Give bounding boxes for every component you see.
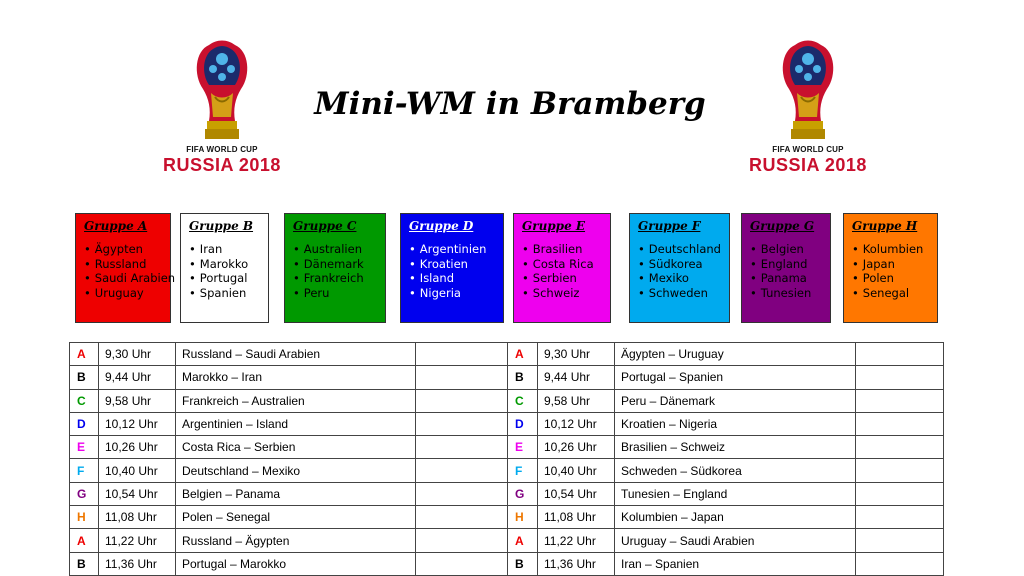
match-cell: Russland – Ägypten	[176, 529, 416, 552]
group-box-d	[400, 213, 504, 323]
match-cell: Peru – Dänemark	[615, 389, 856, 412]
time-cell: 10,12 Uhr	[538, 412, 615, 435]
team-item: • Polen	[852, 271, 929, 286]
team-item: • Marokko	[189, 257, 260, 272]
time-cell: 9,30 Uhr	[538, 343, 615, 366]
team-item: • Peru	[293, 286, 377, 301]
team-item: • Saudi Arabien	[84, 271, 162, 286]
result-cell	[416, 343, 508, 366]
match-cell: Brasilien – Schweiz	[615, 436, 856, 459]
table-row	[70, 482, 944, 505]
result-cell	[856, 436, 944, 459]
group-title: Gruppe D	[409, 219, 474, 233]
table-row	[70, 529, 944, 552]
team-list	[409, 242, 495, 300]
group-letter-cell: E	[508, 436, 538, 459]
match-cell: Tunesien – England	[615, 482, 856, 505]
match-cell: Portugal – Marokko	[176, 552, 416, 575]
result-cell	[416, 552, 508, 575]
group-title: Gruppe C	[293, 219, 357, 233]
result-cell	[856, 506, 944, 529]
table-row	[70, 506, 944, 529]
table-row	[70, 343, 944, 366]
trophy-icon	[775, 37, 841, 143]
group-letter-cell: F	[70, 459, 99, 482]
group-title: Gruppe E	[522, 219, 586, 233]
group-letter-cell: C	[70, 389, 99, 412]
group-letter-cell: G	[508, 482, 538, 505]
time-cell: 9,44 Uhr	[538, 366, 615, 389]
group-letter-cell: B	[508, 366, 538, 389]
group-letter-cell: A	[508, 529, 538, 552]
team-list	[522, 242, 602, 300]
time-cell: 10,26 Uhr	[99, 436, 176, 459]
team-item: • Argentinien	[409, 242, 495, 257]
table-row	[70, 389, 944, 412]
group-title: Gruppe H	[852, 219, 918, 233]
time-cell: 10,12 Uhr	[99, 412, 176, 435]
logo-caption-line1: FIFA WORLD CUP	[186, 145, 258, 154]
team-list	[852, 242, 929, 300]
result-cell	[856, 366, 944, 389]
world-cup-logo-right	[743, 37, 873, 187]
time-cell: 11,36 Uhr	[99, 552, 176, 575]
result-cell	[856, 343, 944, 366]
result-cell	[856, 552, 944, 575]
match-cell: Kolumbien – Japan	[615, 506, 856, 529]
result-cell	[416, 389, 508, 412]
time-cell: 10,54 Uhr	[538, 482, 615, 505]
team-item: • Panama	[750, 271, 822, 286]
result-cell	[856, 412, 944, 435]
team-item: • Mexiko	[638, 271, 721, 286]
match-cell: Frankreich – Australien	[176, 389, 416, 412]
team-item: • Russland	[84, 257, 162, 272]
team-item: • Kolumbien	[852, 242, 929, 257]
team-item: • Nigeria	[409, 286, 495, 301]
group-box-f	[629, 213, 730, 323]
match-cell: Portugal – Spanien	[615, 366, 856, 389]
team-item: • Australien	[293, 242, 377, 257]
team-item: • Portugal	[189, 271, 260, 286]
time-cell: 9,58 Uhr	[99, 389, 176, 412]
team-list	[750, 242, 822, 300]
table-row	[70, 552, 944, 575]
result-cell	[416, 459, 508, 482]
team-list	[638, 242, 721, 300]
time-cell: 11,08 Uhr	[99, 506, 176, 529]
group-box-c	[284, 213, 386, 323]
schedule-table	[69, 342, 944, 576]
team-item: • Dänemark	[293, 257, 377, 272]
group-letter-cell: A	[70, 343, 99, 366]
team-list	[84, 242, 176, 300]
group-letter-cell: G	[70, 482, 99, 505]
time-cell: 10,40 Uhr	[538, 459, 615, 482]
table-row	[70, 459, 944, 482]
match-cell: Belgien – Panama	[176, 482, 416, 505]
group-letter-cell: H	[70, 506, 99, 529]
time-cell: 11,22 Uhr	[538, 529, 615, 552]
team-item: • Japan	[852, 257, 929, 272]
result-cell	[416, 436, 508, 459]
match-cell: Iran – Spanien	[615, 552, 856, 575]
group-letter-cell: H	[508, 506, 538, 529]
time-cell: 10,26 Uhr	[538, 436, 615, 459]
match-cell: Schweden – Südkorea	[615, 459, 856, 482]
group-title: Gruppe G	[750, 219, 815, 233]
group-letter-cell: D	[70, 412, 99, 435]
team-item: • Costa Rica	[522, 257, 602, 272]
time-cell: 11,36 Uhr	[538, 552, 615, 575]
group-title: Gruppe B	[189, 219, 254, 233]
result-cell	[856, 459, 944, 482]
group-letter-cell: B	[70, 552, 99, 575]
group-title: Gruppe A	[84, 219, 148, 233]
match-cell: Marokko – Iran	[176, 366, 416, 389]
team-list	[189, 242, 260, 300]
result-cell	[416, 412, 508, 435]
trophy-icon	[189, 37, 255, 143]
time-cell: 10,40 Uhr	[99, 459, 176, 482]
team-item: • Iran	[189, 242, 260, 257]
world-cup-logo-left	[157, 37, 287, 187]
group-box-h	[843, 213, 938, 323]
time-cell: 11,08 Uhr	[538, 506, 615, 529]
group-box-b	[180, 213, 269, 323]
result-cell	[856, 482, 944, 505]
group-box-e	[513, 213, 611, 323]
team-item: • Tunesien	[750, 286, 822, 301]
team-item: • Deutschland	[638, 242, 721, 257]
group-letter-cell: B	[70, 366, 99, 389]
logo-caption-line2: RUSSIA 2018	[163, 155, 281, 175]
team-item: • England	[750, 257, 822, 272]
logo-caption-line1: FIFA WORLD CUP	[772, 145, 844, 154]
team-item: • Frankreich	[293, 271, 377, 286]
group-letter-cell: E	[70, 436, 99, 459]
logo-caption-line2: RUSSIA 2018	[749, 155, 867, 175]
match-cell: Ägypten – Uruguay	[615, 343, 856, 366]
group-box-a	[75, 213, 176, 323]
group-box-g	[741, 213, 831, 323]
result-cell	[416, 482, 508, 505]
match-cell: Uruguay – Saudi Arabien	[615, 529, 856, 552]
team-item: • Belgien	[750, 242, 822, 257]
group-letter-cell: A	[508, 343, 538, 366]
table-row	[70, 412, 944, 435]
team-item: • Serbien	[522, 271, 602, 286]
team-item: • Brasilien	[522, 242, 602, 257]
group-letter-cell: B	[508, 552, 538, 575]
time-cell: 11,22 Uhr	[99, 529, 176, 552]
group-letter-cell: A	[70, 529, 99, 552]
time-cell: 9,58 Uhr	[538, 389, 615, 412]
team-item: • Uruguay	[84, 286, 162, 301]
result-cell	[856, 389, 944, 412]
team-item: • Südkorea	[638, 257, 721, 272]
team-list	[293, 242, 377, 300]
group-letter-cell: D	[508, 412, 538, 435]
match-cell: Deutschland – Mexiko	[176, 459, 416, 482]
table-row	[70, 366, 944, 389]
team-item: • Spanien	[189, 286, 260, 301]
time-cell: 9,30 Uhr	[99, 343, 176, 366]
group-letter-cell: C	[508, 389, 538, 412]
team-item: • Senegal	[852, 286, 929, 301]
result-cell	[416, 506, 508, 529]
result-cell	[856, 529, 944, 552]
team-item: • Kroatien	[409, 257, 495, 272]
table-row	[70, 436, 944, 459]
result-cell	[416, 529, 508, 552]
group-title: Gruppe F	[638, 219, 701, 233]
team-item: • Ägypten	[84, 242, 162, 257]
match-cell: Kroatien – Nigeria	[615, 412, 856, 435]
time-cell: 9,44 Uhr	[99, 366, 176, 389]
match-cell: Argentinien – Island	[176, 412, 416, 435]
team-item: • Island	[409, 271, 495, 286]
team-item: • Schweiz	[522, 286, 602, 301]
result-cell	[416, 366, 508, 389]
time-cell: 10,54 Uhr	[99, 482, 176, 505]
team-item: • Schweden	[638, 286, 721, 301]
group-letter-cell: F	[508, 459, 538, 482]
match-cell: Costa Rica – Serbien	[176, 436, 416, 459]
match-cell: Russland – Saudi Arabien	[176, 343, 416, 366]
page-title: Mini-WM in Bramberg	[314, 86, 706, 122]
match-cell: Polen – Senegal	[176, 506, 416, 529]
